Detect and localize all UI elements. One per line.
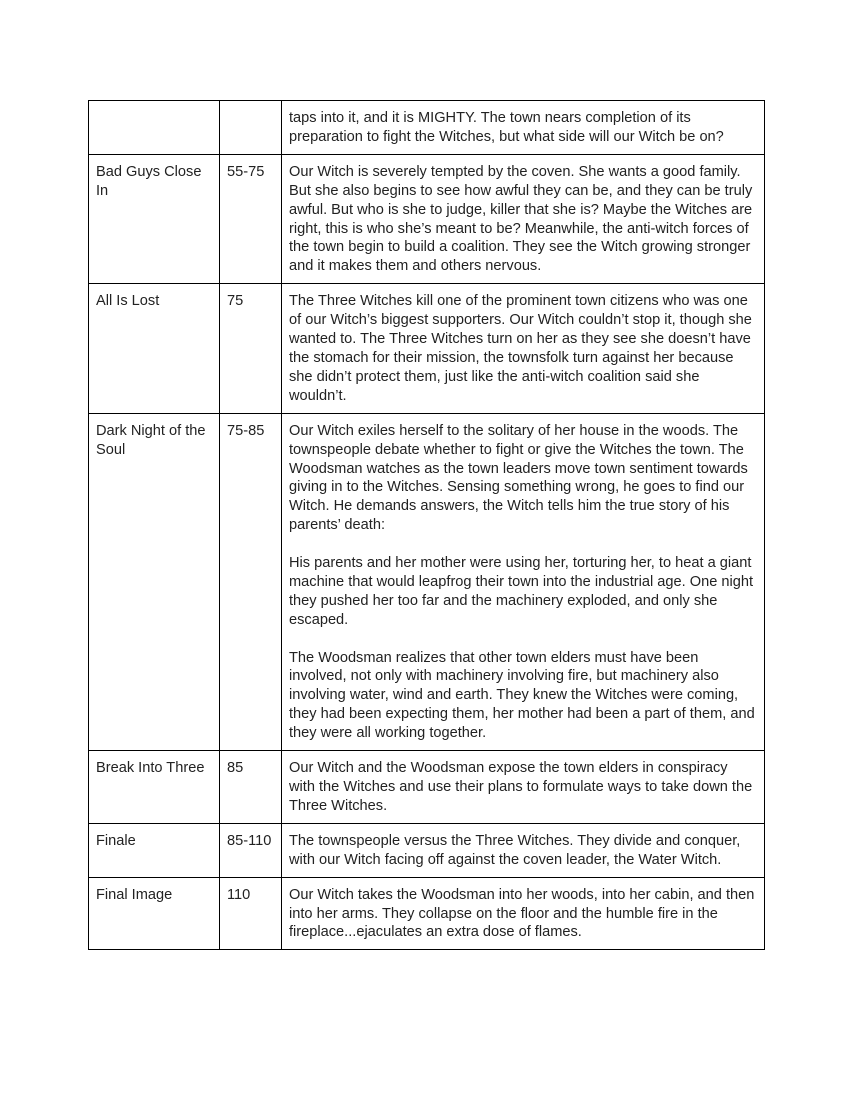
table-row: [89, 284, 765, 413]
table-row: [89, 101, 765, 155]
description-paragraph: taps into it, and it is MIGHTY. The town nears completion of its preparation to fight the Witches, but what side will our Witch be on?: [289, 110, 724, 145]
beat-name-cell: [89, 101, 220, 155]
beat-sheet-body: [89, 101, 765, 950]
beat-description-cell: [282, 751, 765, 824]
beat-description-cell: [282, 154, 765, 283]
beat-name-cell: Dark Night of the Soul: [89, 413, 220, 750]
beat-description-cell: [282, 101, 765, 155]
page-range-cell: 85-110: [220, 823, 282, 877]
description-paragraph: His parents and her mother were using her, torturing her, to heat a giant machine that would leapfrog their town into the industrial age. One night they pushed her too far and the machinery exploded, and only she escaped.: [289, 555, 754, 628]
page-range-cell: 55-75: [220, 154, 282, 283]
table-row: [89, 413, 765, 750]
page-range-cell: 75: [220, 284, 282, 413]
beat-description-cell: [282, 413, 765, 750]
description-paragraph: Our Witch exiles herself to the solitary of her house in the woods. The townspeople debate whether to fight or give the Witches the town. The Woodsman watches as the town leaders move town sentiment towards giving in to the Witches. Sensing something wrong, he goes to find our Witch. He demands answers, the Witch tells him the true story of his parents’ death:: [289, 422, 748, 534]
page-range-cell: [220, 101, 282, 155]
description-paragraph: Our Witch is severely tempted by the coven. She wants a good family. But she also begins to see how awful they can be, and they can be truly awful. But who is she to judge, killer that she is? Maybe the Witches are right, this is who she’s meant to be? Meanwhile, the anti-witch forces of the town begin to build a coalition. They see the Witch growing stronger and it makes them and others nervous.: [289, 163, 753, 275]
beat-description-cell: [282, 877, 765, 950]
page-range-cell: 85: [220, 751, 282, 824]
beat-name-cell: Break Into Three: [89, 751, 220, 824]
description-paragraph: The Three Witches kill one of the prominent town citizens who was one of our Witch’s biggest supporters. Our Witch couldn’t stop it, though she wanted to. The Three Witches turn on her as they see she doesn’t have the stomach for their mission, the townsfolk turn against her because she didn’t protect them, just like the anti-witch coalition said she wouldn’t.: [289, 293, 752, 404]
beat-name-cell: All Is Lost: [89, 284, 220, 413]
beat-name-cell: Finale: [89, 823, 220, 877]
description-paragraph: Our Witch takes the Woodsman into her woods, into her cabin, and then into her arms. They collapse on the floor and the humble fire in the fireplace...ejaculates an extra dose of flames.: [289, 886, 755, 941]
table-row: [89, 751, 765, 824]
beat-description-cell: [282, 284, 765, 413]
beat-name-cell: Bad Guys Close In: [89, 154, 220, 283]
beat-name-cell: Final Image: [89, 877, 220, 950]
beat-description-cell: [282, 823, 765, 877]
page-range-cell: 75-85: [220, 413, 282, 750]
description-paragraph: Our Witch and the Woodsman expose the town elders in conspiracy with the Witches and use their plans to formulate ways to take down the Three Witches.: [289, 760, 753, 814]
description-paragraph: The Woodsman realizes that other town elders must have been involved, not only with machinery involving fire, but machinery also involving water, wind and earth. They knew the Witches were coming, they had been expecting them, her mother had been a part of them, and they were all working together.: [289, 649, 755, 742]
description-paragraph: The townspeople versus the Three Witches. They divide and conquer, with our Witch facing off against the coven leader, the Water Witch.: [289, 832, 741, 868]
table-row: [89, 154, 765, 283]
page-range-cell: 110: [220, 877, 282, 950]
table-row: [89, 823, 765, 877]
beat-sheet-table: [88, 100, 765, 950]
table-row: [89, 877, 765, 950]
